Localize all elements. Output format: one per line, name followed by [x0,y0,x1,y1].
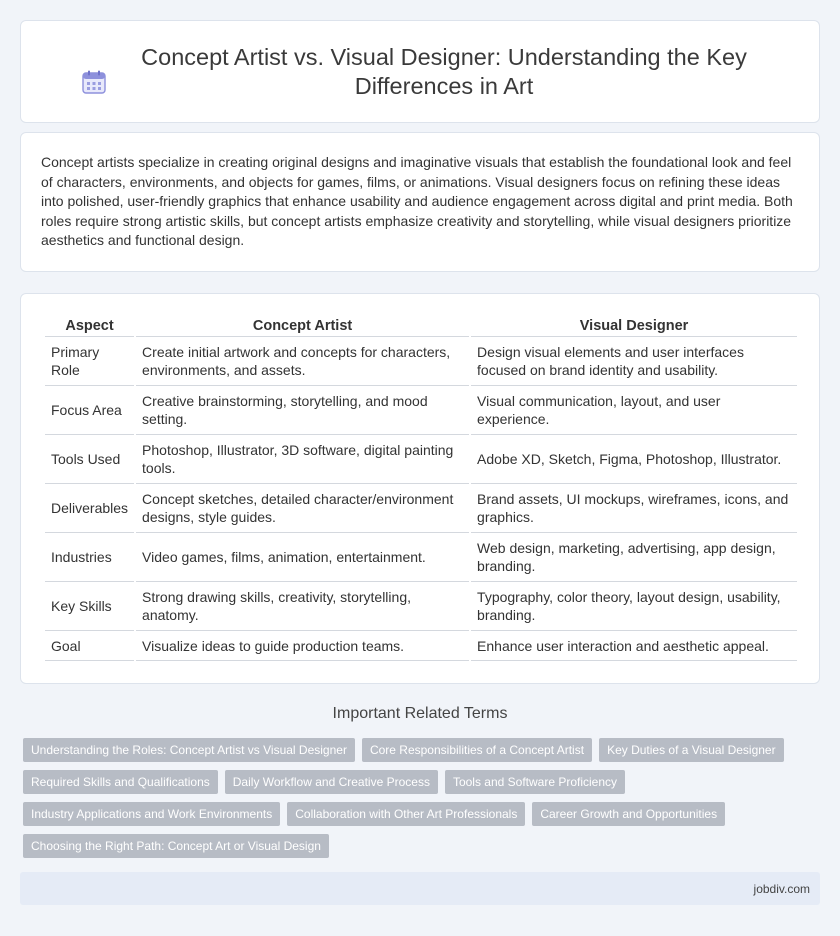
related-term-tag[interactable]: Understanding the Roles: Concept Artist vs Visual Designer [23,738,355,762]
title-card [20,20,820,123]
table-row [45,435,797,484]
cell-aspect: Tools Used [45,435,134,484]
cell-concept-artist: Visualize ideas to guide production teams. [136,631,469,661]
intro-card [20,132,820,272]
header-visual-designer: Visual Designer [471,314,797,337]
table-row [45,337,797,386]
cell-concept-artist: Strong drawing skills, creativity, storytelling, anatomy. [136,582,469,631]
related-term-tag[interactable]: Career Growth and Opportunities [532,802,725,826]
page-title: Concept Artist vs. Visual Designer: Understanding the Key Differences in Art [141,43,747,99]
related-term-tag[interactable]: Choosing the Right Path: Concept Art or Visual Design [23,834,329,858]
related-term-tag[interactable]: Industry Applications and Work Environments [23,802,280,826]
related-term-tag[interactable]: Core Responsibilities of a Concept Artist [362,738,592,762]
cell-aspect: Primary Role [45,337,134,386]
table-row [45,484,797,533]
title-wrap [21,43,819,101]
cell-visual-designer: Enhance user interaction and aesthetic appeal. [471,631,797,661]
related-term-tag[interactable]: Key Duties of a Visual Designer [599,738,784,762]
comparison-table [43,314,799,661]
cell-aspect: Industries [45,533,134,582]
related-term-tag[interactable]: Collaboration with Other Art Professionals [287,802,525,826]
footer-site-link[interactable]: jobdiv.com [753,881,810,896]
intro-text: Concept artists specialize in creating original designs and imaginative visuals that establish the foundational look and feel of characters, environments, and objects for games, films, or animations. Visual designers focus on refining these ideas into polished, user-friendly graphics that enhance usability and audience engagement across digital and print media. Both roles require strong artistic skills, but concept artists emphasize creativity and storytelling, while visual designers prioritize aesthetics and functional design. [41,154,793,248]
cell-visual-designer: Brand assets, UI mockups, wireframes, icons, and graphics. [471,484,797,533]
cell-visual-designer: Typography, color theory, layout design, usability, branding. [471,582,797,631]
cell-visual-designer: Web design, marketing, advertising, app design, branding. [471,533,797,582]
header-concept-artist: Concept Artist [136,314,469,337]
table-row [45,386,797,435]
cell-aspect: Goal [45,631,134,661]
footer [20,872,820,905]
table-header-row [45,314,797,337]
cell-concept-artist: Creative brainstorming, storytelling, and mood setting. [136,386,469,435]
table-row [45,533,797,582]
related-term-tag[interactable]: Required Skills and Qualifications [23,770,218,794]
related-terms-list [23,738,823,858]
comparison-table-card [20,293,820,684]
table-row [45,582,797,631]
table-row [45,631,797,661]
cell-aspect: Focus Area [45,386,134,435]
cell-visual-designer: Design visual elements and user interfaces focused on brand identity and usability. [471,337,797,386]
cell-visual-designer: Visual communication, layout, and user experience. [471,386,797,435]
related-term-tag[interactable]: Daily Workflow and Creative Process [225,770,438,794]
related-terms-title: Important Related Terms [332,705,508,722]
related-term-tag[interactable]: Tools and Software Proficiency [445,770,625,794]
cell-aspect: Key Skills [45,582,134,631]
calendar-icon [81,69,107,95]
cell-concept-artist: Create initial artwork and concepts for characters, environments, and assets. [136,337,469,386]
cell-aspect: Deliverables [45,484,134,533]
header-aspect: Aspect [45,314,134,337]
cell-concept-artist: Concept sketches, detailed character/environment designs, style guides. [136,484,469,533]
cell-visual-designer: Adobe XD, Sketch, Figma, Photoshop, Illustrator. [471,435,797,484]
cell-concept-artist: Photoshop, Illustrator, 3D software, digital painting tools. [136,435,469,484]
cell-concept-artist: Video games, films, animation, entertainment. [136,533,469,582]
